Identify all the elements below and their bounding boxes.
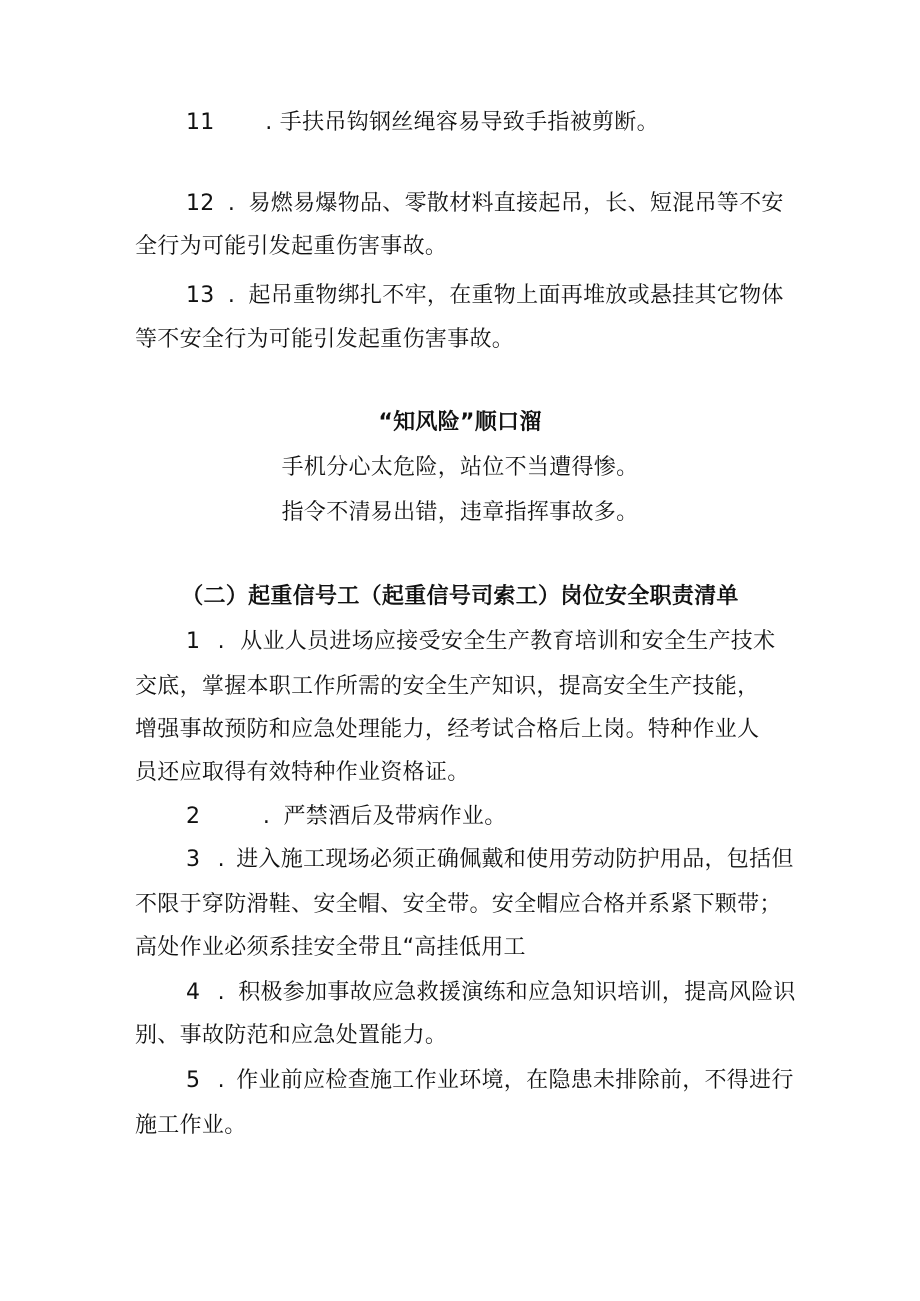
item-separator: .: [217, 980, 225, 1005]
list-item-11: [186, 108, 659, 138]
item-number: 3: [186, 847, 201, 872]
item-text: 作业前应检查施工作业环境，在隐患未排除前，不得进行: [236, 1068, 794, 1093]
item-continuation: 员还应取得有效特种作业资格证。: [135, 760, 470, 785]
item-continuation: 施工作业。: [135, 1113, 247, 1138]
rhyme-title: “知风险”顺口溜: [378, 410, 542, 435]
item-text: 严禁酒后及带病作业。: [283, 804, 507, 829]
list-item-13: [186, 281, 784, 311]
item-number: 1: [186, 629, 201, 654]
duty-item-4: [186, 978, 796, 1008]
item-separator: .: [227, 283, 236, 308]
item-separator: .: [265, 110, 273, 135]
rhyme-line-2: 指令不清易出错，违章指挥事故多。: [281, 500, 639, 525]
section-heading: （二）起重信号工（起重信号司索工）岗位安全职责清单: [181, 584, 739, 609]
list-item-12: [186, 189, 784, 219]
item-continuation: 别、事故防范和应急处置能力。: [135, 1023, 448, 1048]
item-number: 11: [186, 110, 215, 135]
item-text: 易燃易爆物品、零散材料直接起吊，长、短混吊等不安: [248, 191, 784, 216]
item-text: 从业人员进场应接受安全生产教育培训和安全生产技术: [240, 629, 776, 654]
item-number: 5: [186, 1068, 201, 1093]
item-separator: .: [217, 847, 225, 872]
duty-item-3: [186, 845, 794, 875]
item-number: 12: [186, 191, 215, 216]
item-separator: .: [262, 804, 271, 829]
item-continuation: 高处作业必须系挂安全带且“高挂低用工: [135, 935, 526, 960]
rhyme-line-1: 手机分心太危险，站位不当遭得惨。: [281, 455, 639, 480]
item-separator: .: [217, 629, 225, 654]
duty-item-1: [186, 627, 775, 657]
item-continuation: 全行为可能引发起重伤害事故。: [135, 234, 448, 259]
item-number: 4: [186, 980, 201, 1005]
item-separator: .: [227, 191, 236, 216]
item-text: 积极参加事故应急救援演练和应急知识培训，提高风险识: [238, 980, 796, 1005]
item-text: 进入施工现场必须正确佩戴和使用劳动防护用品，包括但: [236, 847, 794, 872]
item-text: 手扶吊钩钢丝绳容易导致手指被剪断。: [279, 110, 659, 135]
item-continuation: 交底，掌握本职工作所需的安全生产知识，提高安全生产技能，: [135, 674, 760, 699]
item-text: 起吊重物绑扎不牢，在重物上面再堆放或悬挂其它物体: [248, 283, 784, 308]
item-continuation: 不限于穿防滑鞋、安全帽、安全带。安全帽应合格并系紧下颗带；: [135, 892, 782, 917]
item-continuation: 等不安全行为可能引发起重伤害事故。: [135, 327, 515, 352]
duty-item-2: [186, 802, 507, 832]
item-number: 2: [186, 804, 201, 829]
item-separator: .: [217, 1068, 225, 1093]
item-continuation: 增强事故预防和应急处理能力，经考试合格后上岗。特种作业人: [135, 717, 760, 742]
duty-item-5: [186, 1066, 794, 1096]
item-number: 13: [186, 283, 215, 308]
